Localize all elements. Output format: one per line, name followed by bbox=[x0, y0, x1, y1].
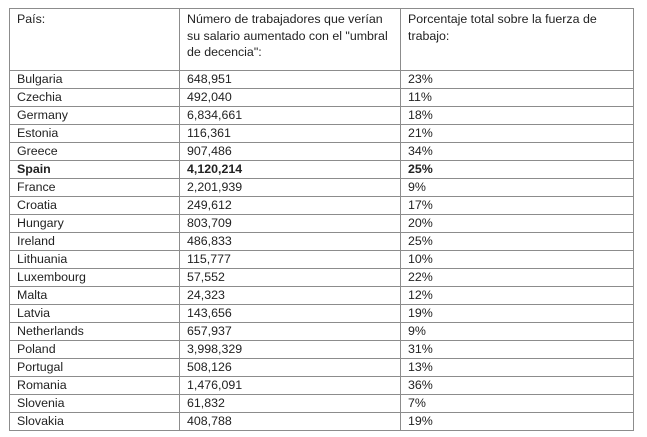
country-cell: Lithuania bbox=[10, 251, 180, 269]
table-row bbox=[10, 413, 634, 431]
table-row bbox=[10, 107, 634, 125]
percent-cell: 34% bbox=[401, 143, 634, 161]
workers-cell: 116,361 bbox=[180, 125, 401, 143]
table-row bbox=[10, 89, 634, 107]
table-row bbox=[10, 71, 634, 89]
header-country: País: bbox=[10, 9, 180, 71]
table-row bbox=[10, 179, 634, 197]
percent-cell: 19% bbox=[401, 413, 634, 431]
table-row bbox=[10, 377, 634, 395]
table-row bbox=[10, 215, 634, 233]
percent-cell: 20% bbox=[401, 215, 634, 233]
country-cell: Slovakia bbox=[10, 413, 180, 431]
workers-cell: 4,120,214 bbox=[180, 161, 401, 179]
percent-cell: 9% bbox=[401, 323, 634, 341]
country-cell: Germany bbox=[10, 107, 180, 125]
percent-cell: 13% bbox=[401, 359, 634, 377]
table-header bbox=[10, 9, 634, 71]
percent-cell: 21% bbox=[401, 125, 634, 143]
workers-cell: 1,476,091 bbox=[180, 377, 401, 395]
percent-cell: 17% bbox=[401, 197, 634, 215]
workers-cell: 803,709 bbox=[180, 215, 401, 233]
percent-cell: 23% bbox=[401, 71, 634, 89]
percent-cell: 10% bbox=[401, 251, 634, 269]
country-cell: Luxembourg bbox=[10, 269, 180, 287]
country-cell: Latvia bbox=[10, 305, 180, 323]
percent-cell: 25% bbox=[401, 161, 634, 179]
table-row bbox=[10, 233, 634, 251]
country-cell: Hungary bbox=[10, 215, 180, 233]
table-row bbox=[10, 341, 634, 359]
percent-cell: 19% bbox=[401, 305, 634, 323]
country-cell: Bulgaria bbox=[10, 71, 180, 89]
country-cell: Portugal bbox=[10, 359, 180, 377]
percent-cell: 22% bbox=[401, 269, 634, 287]
workers-cell: 408,788 bbox=[180, 413, 401, 431]
workers-cell: 492,040 bbox=[180, 89, 401, 107]
country-cell: Netherlands bbox=[10, 323, 180, 341]
country-cell: Spain bbox=[10, 161, 180, 179]
country-cell: Greece bbox=[10, 143, 180, 161]
workers-cell: 24,323 bbox=[180, 287, 401, 305]
country-cell: Estonia bbox=[10, 125, 180, 143]
percent-cell: 12% bbox=[401, 287, 634, 305]
header-row bbox=[10, 9, 634, 71]
workers-cell: 61,832 bbox=[180, 395, 401, 413]
country-cell: France bbox=[10, 179, 180, 197]
workers-cell: 657,937 bbox=[180, 323, 401, 341]
header-percent: Porcentaje total sobre la fuerza de trabajo: bbox=[401, 9, 634, 71]
percent-cell: 9% bbox=[401, 179, 634, 197]
table-row bbox=[10, 161, 634, 179]
workers-cell: 143,656 bbox=[180, 305, 401, 323]
workers-cell: 57,552 bbox=[180, 269, 401, 287]
table-row bbox=[10, 143, 634, 161]
workers-cell: 249,612 bbox=[180, 197, 401, 215]
workers-cell: 508,126 bbox=[180, 359, 401, 377]
workers-cell: 115,777 bbox=[180, 251, 401, 269]
table-row bbox=[10, 323, 634, 341]
workers-cell: 486,833 bbox=[180, 233, 401, 251]
table-row bbox=[10, 287, 634, 305]
table-row bbox=[10, 197, 634, 215]
country-cell: Poland bbox=[10, 341, 180, 359]
minimum-wage-table bbox=[9, 8, 634, 431]
header-workers: Número de trabajadores que verían su salario aumentado con el "umbral de decencia": bbox=[180, 9, 401, 71]
country-cell: Malta bbox=[10, 287, 180, 305]
percent-cell: 25% bbox=[401, 233, 634, 251]
table-row bbox=[10, 359, 634, 377]
workers-cell: 3,998,329 bbox=[180, 341, 401, 359]
percent-cell: 36% bbox=[401, 377, 634, 395]
country-cell: Ireland bbox=[10, 233, 180, 251]
table-row bbox=[10, 395, 634, 413]
table-row bbox=[10, 125, 634, 143]
table-row bbox=[10, 305, 634, 323]
table-container bbox=[9, 8, 634, 431]
percent-cell: 7% bbox=[401, 395, 634, 413]
percent-cell: 18% bbox=[401, 107, 634, 125]
table-row bbox=[10, 251, 634, 269]
workers-cell: 648,951 bbox=[180, 71, 401, 89]
percent-cell: 31% bbox=[401, 341, 634, 359]
country-cell: Romania bbox=[10, 377, 180, 395]
table-row bbox=[10, 269, 634, 287]
table-body bbox=[10, 71, 634, 431]
country-cell: Czechia bbox=[10, 89, 180, 107]
workers-cell: 907,486 bbox=[180, 143, 401, 161]
country-cell: Slovenia bbox=[10, 395, 180, 413]
workers-cell: 2,201,939 bbox=[180, 179, 401, 197]
percent-cell: 11% bbox=[401, 89, 634, 107]
workers-cell: 6,834,661 bbox=[180, 107, 401, 125]
country-cell: Croatia bbox=[10, 197, 180, 215]
